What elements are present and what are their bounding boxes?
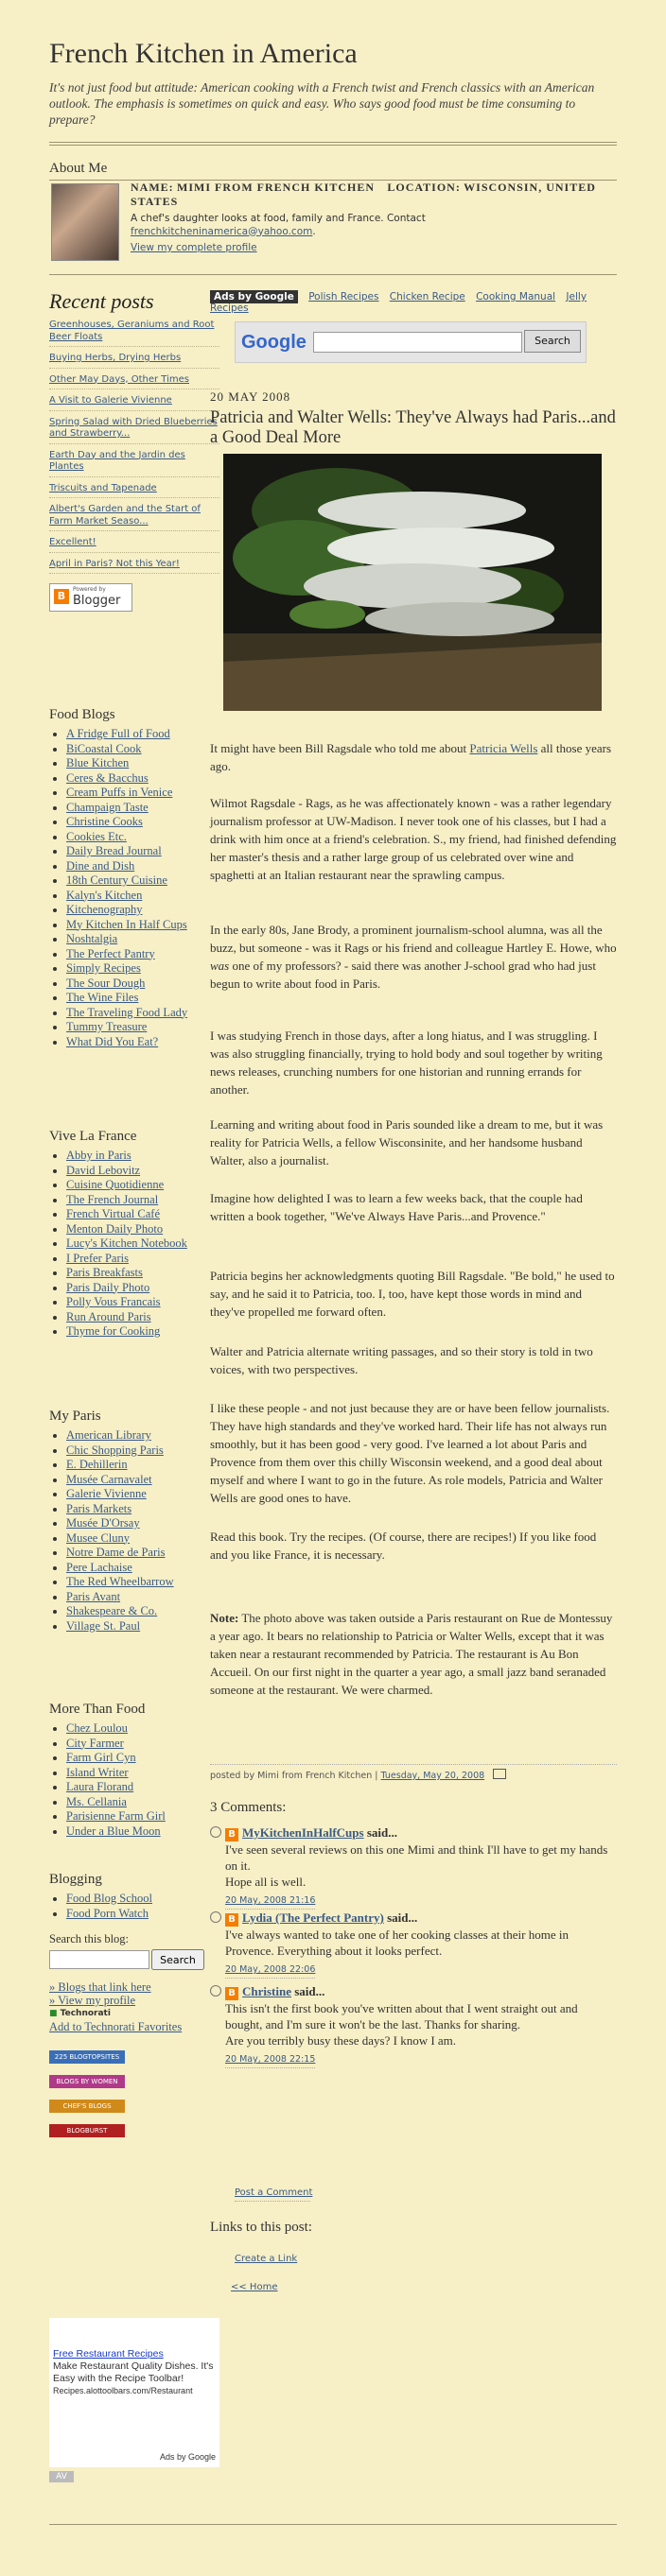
email-link[interactable]: frenchkitcheninamerica@yahoo.com: [131, 225, 313, 237]
food-blog-item-link[interactable]: The Traveling Food Lady: [66, 1005, 188, 1019]
google-logo: Google: [241, 332, 307, 353]
vive-la-france-item[interactable]: [66, 1193, 219, 1208]
my-paris-item[interactable]: [66, 1561, 219, 1576]
vive-la-france-item-link[interactable]: Lucy's Kitchen Notebook: [66, 1236, 187, 1250]
comment-said: said...: [363, 1825, 397, 1840]
comment-text: I've always wanted to take one of her cooking classes at their home in Provence. Everything about it looks perfect.: [225, 1928, 569, 1958]
post-paragraph: Learning and writing about food in Paris sounded like a dream to me, but it was reality for Patricia Wells, a fellow Wisconsinite, and her handsome husband Walter, also a journalist.: [210, 1117, 604, 1167]
more-than-food-item[interactable]: [66, 1721, 219, 1737]
vive-la-france-item[interactable]: [66, 1178, 219, 1193]
post-text: all those years ago.: [210, 741, 612, 773]
food-blog-item[interactable]: [66, 786, 219, 801]
vive-la-france-item-link[interactable]: Abby in Paris: [66, 1149, 131, 1162]
comment-author[interactable]: Christine: [242, 1984, 291, 1998]
vive-la-france-item[interactable]: [66, 1324, 219, 1340]
food-blog-item[interactable]: [66, 756, 219, 771]
more-than-food-title: More Than Food: [49, 1702, 146, 1717]
food-blog-item-link[interactable]: Cookies Etc.: [66, 829, 127, 843]
vive-la-france-item-link[interactable]: Polly Vous Francais: [66, 1295, 161, 1308]
location-label: LOCATION:: [387, 181, 461, 194]
food-blog-item-link[interactable]: The Wine Files: [66, 991, 139, 1004]
footer-divider: [49, 2524, 617, 2525]
food-blog-item[interactable]: [66, 844, 219, 859]
my-paris-item-link[interactable]: Paris Avant: [66, 1589, 121, 1603]
my-paris-item[interactable]: [66, 1458, 219, 1473]
post-paragraph: I was studying French in those days, after a long hiatus, and I was struggling. I was also struggling financially, trying to hold body and soul together by writing news releases, crunching numbers for one historian and running errands for another.: [210, 1029, 603, 1097]
vive-la-france-title: Vive La France: [49, 1129, 137, 1144]
google-search-box: [235, 321, 587, 363]
recent-posts-list: [49, 320, 219, 574]
vive-la-france-item-link[interactable]: Paris Breakfasts: [66, 1266, 143, 1279]
blogtopsites-badge[interactable]: 225 BLOGTOPSITES: [49, 2050, 125, 2064]
post-text: one of my professors? - said there was another J-school grad who had just begun to write about food in Paris.: [210, 959, 596, 991]
recent-post-item[interactable]: [49, 504, 219, 531]
recent-post-link[interactable]: Other May Days, Other Times: [49, 373, 189, 385]
my-paris-item[interactable]: [66, 1428, 219, 1444]
more-than-food-item[interactable]: [66, 1795, 219, 1810]
chefs-blogs-badge[interactable]: CHEF'S BLOGS: [49, 2100, 125, 2113]
create-link[interactable]: Create a Link: [235, 2254, 298, 2264]
food-blog-item[interactable]: [66, 932, 219, 947]
my-paris-item[interactable]: [66, 1531, 219, 1547]
post-photo[interactable]: [223, 454, 602, 711]
my-paris-item[interactable]: [66, 1516, 219, 1531]
recent-post-link[interactable]: April in Paris? Not this Year!: [49, 558, 180, 569]
blogger-icon: B: [54, 589, 69, 604]
comment-said: said...: [383, 1910, 418, 1925]
vive-la-france-item-link[interactable]: Thyme for Cooking: [66, 1324, 161, 1338]
more-than-food-item-link[interactable]: City Farmer: [66, 1736, 124, 1750]
comment-said: said...: [291, 1984, 325, 1998]
comment-timestamp[interactable]: 20 May, 2008 22:06: [225, 1962, 315, 1979]
post-text-emphasis: was: [210, 959, 230, 973]
adlink-chicken-recipe[interactable]: Chicken Recipe: [389, 291, 465, 303]
add-technorati-link[interactable]: Add to Technorati Favorites: [49, 2020, 183, 2033]
food-blog-item[interactable]: [66, 815, 219, 830]
recent-post-link[interactable]: Greenhouses, Geraniums and Root Beer Floats: [49, 320, 215, 342]
more-than-food-item[interactable]: [66, 1737, 219, 1752]
blogging-title: Blogging: [49, 1872, 102, 1887]
more-than-food-item[interactable]: [66, 1824, 219, 1840]
vive-la-france-item-link[interactable]: I Prefer Paris: [66, 1251, 129, 1265]
post-paragraph: Wilmot Ragsdale - Rags, as he was affectionately known - was a rather legendary journalism professor at UW-Madison. I never took one of his classes, but I had a drink with him once at a friend's celebration. S., my friend, had finished defending her master's thesis and a rather large group of us celebrated over wine and spaghetti at an Italian restaurant near the sprawling campus.: [210, 796, 617, 882]
view-profile-link[interactable]: View my complete profile: [131, 242, 257, 253]
header-divider: [49, 142, 617, 143]
more-than-food-item[interactable]: [66, 1751, 219, 1766]
ads-by-google-label[interactable]: Ads by Google: [159, 2452, 216, 2462]
post-paragraph: [210, 739, 617, 775]
food-blog-item[interactable]: [66, 918, 219, 933]
recent-post-item[interactable]: [49, 483, 219, 499]
my-paris-item-link[interactable]: Shakespeare & Co.: [66, 1604, 158, 1617]
post-timestamp-link[interactable]: Tuesday, May 20, 2008: [380, 1771, 485, 1781]
food-blog-item-link[interactable]: My Kitchen In Half Cups: [66, 917, 187, 931]
search-blog-label: Search this blog:: [49, 1932, 130, 1945]
comment-text: Hope all is well.: [225, 1875, 307, 1889]
recent-post-item[interactable]: [49, 353, 219, 369]
post-title[interactable]: Patricia and Walter Wells: They've Always had Paris...and a Good Deal More: [210, 408, 616, 447]
comment-timestamp[interactable]: 20 May, 2008 21:16: [225, 1893, 315, 1910]
links-to-post-heading: Links to this post:: [210, 2220, 312, 2235]
blogging-list: [49, 1892, 219, 1921]
food-blog-item[interactable]: [66, 991, 219, 1006]
my-paris-item[interactable]: [66, 1575, 219, 1590]
home-link[interactable]: << Home: [231, 2282, 278, 2292]
food-blogs-section: [49, 707, 219, 1049]
vive-la-france-list: [49, 1149, 219, 1340]
my-paris-item-link[interactable]: Notre Dame de Paris: [66, 1546, 166, 1559]
food-blog-item-link[interactable]: What Did You Eat?: [66, 1034, 159, 1048]
my-paris-item[interactable]: [66, 1546, 219, 1561]
blogging-item-link[interactable]: Food Porn Watch: [66, 1906, 149, 1920]
food-blog-item-link[interactable]: The Perfect Pantry: [66, 946, 155, 960]
food-blog-item-link[interactable]: BiCoastal Cook: [66, 741, 142, 755]
blog-title[interactable]: French Kitchen in America: [49, 38, 358, 69]
my-paris-section: [49, 1409, 219, 1634]
about-me-title: About Me: [49, 161, 108, 176]
recent-post-link[interactable]: A Visit to Galerie Vivienne: [49, 395, 172, 406]
email-suffix: .: [312, 225, 316, 237]
post-date: 20 MAY 2008: [210, 389, 291, 404]
ads-by-google-tag[interactable]: Ads by Google: [210, 290, 298, 303]
post-note: [210, 1609, 617, 1699]
vive-la-france-item-link[interactable]: Cuisine Quotidienne: [66, 1178, 165, 1191]
recent-post-link[interactable]: Excellent!: [49, 537, 96, 547]
food-blog-item[interactable]: [66, 859, 219, 874]
vive-la-france-item[interactable]: [66, 1281, 219, 1296]
recent-post-item[interactable]: [49, 395, 219, 411]
my-paris-item-link[interactable]: Chic Shopping Paris: [66, 1443, 164, 1457]
food-blog-item-link[interactable]: Simply Recipes: [66, 961, 141, 975]
food-blog-item[interactable]: [66, 873, 219, 889]
comment-author[interactable]: MyKitchenInHalfCups: [242, 1825, 364, 1840]
google-search-input[interactable]: [313, 332, 522, 353]
my-paris-item[interactable]: [66, 1487, 219, 1502]
posted-by: posted by Mimi from French Kitchen |: [210, 1771, 381, 1781]
technorati-icon: ■: [49, 2009, 58, 2018]
blogger-badge-line1: Powered by: [73, 586, 106, 593]
comment-bullet-icon: [210, 1911, 221, 1923]
recent-post-link[interactable]: Albert's Garden and the Start of Farm Market Seaso...: [49, 504, 201, 527]
food-blog-item[interactable]: [66, 771, 219, 787]
more-than-food-item[interactable]: [66, 1780, 219, 1795]
blog-header: [49, 38, 617, 128]
vive-la-france-item[interactable]: [66, 1310, 219, 1325]
more-than-food-item-link[interactable]: Laura Florand: [66, 1780, 134, 1793]
technorati-label: Technorati: [60, 2009, 111, 2018]
view-my-profile-link[interactable]: » View my profile: [49, 1994, 136, 2007]
comments-heading: 3 Comments:: [210, 1800, 287, 1815]
blogger-profile-icon: B: [225, 1828, 238, 1841]
adlinks-bar: [210, 291, 626, 314]
comment-item: [210, 1824, 617, 1910]
more-than-food-item-link[interactable]: Farm Girl Cyn: [66, 1751, 136, 1764]
food-blog-item[interactable]: [66, 1035, 219, 1050]
note-text: The photo above was taken outside a Paris restaurant on Rue de Montessuy a year ago. It bears no relationship to Patricia or Walter Wells, except that it was taken near a restaurant recommended by Patricia. The restaurant is Au Bon Accueil. On our first night in the quarter a year ago, a small jazz band seranaded someone at the restaurant. We were charmed.: [210, 1611, 613, 1697]
note-label: Note:: [210, 1611, 239, 1625]
my-paris-list: [49, 1428, 219, 1634]
food-blog-item[interactable]: [66, 830, 219, 845]
post-paragraph: I like these people - and not just because they are or have been fellow journalists. They have high standards and they've worked hard. Their life has not always run smoothly, but it has been good - very good. I've learned a lot about Paris and Provence from them over this chilly Wisconsin weekend, and a good deal about myself and where I want to go in the future. As role models, Patricia and Walter Wells are good ones to have.: [210, 1401, 610, 1505]
search-blog-input[interactable]: [49, 1950, 149, 1969]
my-paris-item-link[interactable]: Musée D'Orsay: [66, 1516, 140, 1530]
sidebar-ad-box: [49, 2318, 219, 2467]
about-bottom-divider: [49, 274, 617, 275]
blogging-item[interactable]: [66, 1892, 219, 1907]
food-blog-item[interactable]: [66, 961, 219, 977]
food-blog-item[interactable]: [66, 727, 219, 742]
blogger-profile-icon: B: [225, 1987, 238, 2000]
post-text: In the early 80s, Jane Brody, a prominent journalism-school alumna, was all the buzz, but someone - was it Rags or his friend and colleague Hartley E. Howe, who: [210, 923, 617, 955]
vive-la-france-item[interactable]: [66, 1149, 219, 1164]
post-paragraph: Walter and Patricia alternate writing passages, and so their story is told in two voices, with two perspectives.: [210, 1344, 593, 1376]
comment-timestamp[interactable]: 20 May, 2008 22:15: [225, 2051, 315, 2068]
food-blog-item-link[interactable]: The Sour Dough: [66, 976, 146, 990]
vive-la-france-item[interactable]: [66, 1222, 219, 1237]
my-paris-item[interactable]: [66, 1590, 219, 1605]
food-blog-item-link[interactable]: 18th Century Cuisine: [66, 873, 167, 887]
food-blogs-list: [49, 727, 219, 1049]
more-than-food-section: [49, 1702, 219, 1839]
vive-la-france-item-link[interactable]: The French Journal: [66, 1192, 159, 1206]
post-paragraph: Read this book. Try the recipes. (Of course, there are recipes!) If you like food and you like France, it is necessary.: [210, 1530, 597, 1562]
blogs-link-here[interactable]: » Blogs that link here: [49, 1980, 151, 1994]
food-blog-item-link[interactable]: Kalyn's Kitchen: [66, 888, 143, 902]
more-than-food-list: [49, 1721, 219, 1839]
my-paris-item-link[interactable]: The Red Wheelbarrow: [66, 1575, 174, 1588]
ad-title-link[interactable]: Free Restaurant Recipes: [53, 2348, 164, 2360]
vive-la-france-item-link[interactable]: Paris Daily Photo: [66, 1280, 150, 1294]
patricia-wells-link[interactable]: Patricia Wells: [469, 741, 538, 755]
my-paris-item-link[interactable]: American Library: [66, 1428, 151, 1442]
food-blog-item-link[interactable]: Christine Cooks: [66, 815, 143, 828]
my-paris-item-link[interactable]: Musee Cluny: [66, 1530, 131, 1545]
food-blog-item[interactable]: [66, 1006, 219, 1021]
post-footer: [210, 1764, 617, 1781]
food-blog-item-link[interactable]: Blue Kitchen: [66, 756, 130, 769]
more-than-food-item-link[interactable]: Ms. Cellania: [66, 1794, 127, 1808]
recent-post-link[interactable]: Buying Herbs, Drying Herbs: [49, 353, 182, 363]
adlink-polish-recipes[interactable]: Polish Recipes: [308, 291, 379, 303]
vive-la-france-item[interactable]: [66, 1236, 219, 1252]
search-blog-button[interactable]: Search: [151, 1949, 204, 1970]
food-blogs-title: Food Blogs: [49, 707, 115, 722]
more-than-food-item-link[interactable]: Island Writer: [66, 1765, 129, 1779]
food-blog-item[interactable]: [66, 742, 219, 757]
google-search-button[interactable]: Search: [524, 330, 581, 353]
vive-la-france-item-link[interactable]: Run Around Paris: [66, 1309, 151, 1323]
ad-text: Make Restaurant Quality Dishes. It's Easy with the Recipe Toolbar!: [53, 2360, 214, 2384]
food-blog-item-link[interactable]: Cream Puffs in Venice: [66, 786, 173, 799]
adlink-jelly-recipes[interactable]: Jelly Recipes: [210, 291, 587, 314]
more-than-food-item[interactable]: [66, 1809, 219, 1824]
location-value: WISCONSIN, UNITED STATES: [131, 181, 596, 208]
about-me-text: [131, 182, 622, 255]
comment-bullet-icon: [210, 1826, 221, 1838]
my-paris-item[interactable]: [66, 1502, 219, 1517]
recent-posts-title: Recent posts: [49, 289, 154, 313]
blog-description: It's not just food but attitude: American cooking with a French twist and French classics with an American outlook. The emphasis is sometimes on quick and easy. Who says good food must be time consuming to prepare?: [49, 80, 595, 127]
blogging-section: [49, 1872, 219, 1921]
blogs-by-women-badge[interactable]: BLOGS BY WOMEN: [49, 2075, 125, 2088]
recent-post-item[interactable]: [49, 320, 219, 347]
my-paris-item[interactable]: [66, 1604, 219, 1619]
vive-la-france-item[interactable]: [66, 1164, 219, 1179]
my-paris-item-link[interactable]: Musée Carnavalet: [66, 1472, 152, 1486]
recent-post-item[interactable]: [49, 537, 219, 553]
recent-posts-section: [49, 289, 219, 612]
recent-post-link[interactable]: Spring Salad with Dried Blueberries and Strawberry...: [49, 416, 218, 439]
adlink-cooking-manual[interactable]: Cooking Manual: [476, 291, 556, 303]
recent-post-item[interactable]: [49, 450, 219, 477]
food-blog-item-link[interactable]: Tummy Treasure: [66, 1020, 148, 1033]
food-blog-item[interactable]: [66, 801, 219, 816]
comment-item: [210, 1983, 617, 2068]
my-paris-item[interactable]: [66, 1473, 219, 1488]
comment-text: This isn't the first book you've written about that I went straight out and bought, and I'm sure it won't be the last. Thanks for sharing.: [225, 2001, 578, 2031]
blogger-profile-icon: B: [225, 1913, 238, 1927]
food-blog-item-link[interactable]: Dine and Dish: [66, 858, 135, 873]
comment-text: Are you terribly busy these days? I know I am.: [225, 2033, 457, 2048]
my-paris-item-link[interactable]: Galerie Vivienne: [66, 1487, 147, 1500]
vive-la-france-item-link[interactable]: French Virtual Café: [66, 1207, 160, 1220]
my-paris-item-link[interactable]: Village St. Paul: [66, 1618, 141, 1633]
recent-post-link[interactable]: Earth Day and the Jardin des Plantes: [49, 449, 185, 472]
vive-la-france-item[interactable]: [66, 1252, 219, 1267]
more-than-food-item-link[interactable]: Chez Loulou: [66, 1721, 128, 1735]
food-blog-item-link[interactable]: Champaign Taste: [66, 800, 149, 814]
ad-url[interactable]: Recipes.alottoolbars.com/Restaurant: [53, 2386, 193, 2395]
blogging-item-link[interactable]: Food Blog School: [66, 1892, 152, 1905]
comment-bullet-icon: [210, 1985, 221, 1997]
vive-la-france-section: [49, 1129, 219, 1340]
more-than-food-item-link[interactable]: Under a Blue Moon: [66, 1824, 161, 1838]
post-paragraph: Patricia begins her acknowledgments quoting Bill Ragsdale. "Be bold," he used to say, and he said it to Patricia, too. I, too, have kept those words in mind and they've propelled me forward often.: [210, 1269, 615, 1319]
recent-post-link[interactable]: Triscuits and Tapenade: [49, 482, 157, 493]
food-blog-item[interactable]: [66, 1020, 219, 1035]
recent-post-item[interactable]: [49, 559, 219, 575]
food-blog-item[interactable]: [66, 947, 219, 962]
avatar[interactable]: [51, 183, 119, 261]
food-blog-item[interactable]: [66, 977, 219, 992]
my-paris-item-link[interactable]: Pere Lachaise: [66, 1560, 132, 1574]
comment-item: [210, 1910, 617, 1979]
recent-post-item[interactable]: [49, 417, 219, 444]
comment-text: I've seen several reviews on this one Mimi and think I'll have to get my hands on it.: [225, 1842, 608, 1873]
vive-la-france-item[interactable]: [66, 1266, 219, 1281]
vive-la-france-item-link[interactable]: David Lebovitz: [66, 1163, 141, 1177]
food-blog-item-link[interactable]: Daily Bread Journal: [66, 844, 162, 857]
food-blog-item-link[interactable]: Kitchenography: [66, 903, 143, 916]
technorati-logo[interactable]: [49, 2007, 219, 2020]
recent-post-item[interactable]: [49, 374, 219, 390]
my-paris-item-link[interactable]: Paris Markets: [66, 1501, 132, 1515]
my-paris-item-link[interactable]: E. Dehillerin: [66, 1458, 128, 1471]
more-than-food-item-link[interactable]: Parisienne Farm Girl: [66, 1809, 166, 1823]
email-post-icon[interactable]: [493, 1769, 506, 1779]
food-blog-item-link[interactable]: Noshtalgia: [66, 932, 118, 945]
post-comment-link[interactable]: Post a Comment: [235, 2187, 313, 2198]
vive-la-france-item[interactable]: [66, 1295, 219, 1310]
name-label: NAME:: [131, 181, 174, 194]
search-blog-section: [49, 1932, 219, 2143]
my-paris-item[interactable]: [66, 1444, 219, 1459]
bio-text: A chef's daughter looks at food, family and France. Contact: [131, 213, 426, 224]
about-me-section: [49, 161, 617, 253]
food-blog-item-link[interactable]: Ceres & Bacchus: [66, 770, 149, 785]
vive-la-france-item-link[interactable]: Menton Daily Photo: [66, 1221, 164, 1236]
more-than-food-item[interactable]: [66, 1766, 219, 1781]
vive-la-france-item[interactable]: [66, 1207, 219, 1222]
blogging-item[interactable]: [66, 1907, 219, 1922]
blogburst-badge[interactable]: BLOGBURST: [49, 2124, 125, 2137]
name-value: MIMI FROM FRENCH KITCHEN: [177, 181, 376, 194]
my-paris-item[interactable]: [66, 1619, 219, 1634]
comment-author[interactable]: Lydia (The Perfect Pantry): [242, 1910, 384, 1925]
header-divider-2: [49, 145, 617, 146]
blogger-badge[interactable]: [49, 583, 132, 612]
blogger-badge-line2: Blogger: [73, 594, 121, 608]
post-paragraph: [210, 921, 617, 993]
post-text: It might have been Bill Ragsdale who told me about: [210, 741, 470, 755]
post-paragraph: Imagine how delighted I was to learn a few weeks back, that the couple had written a book together, "We've Always Have Paris...and Provence.": [210, 1191, 583, 1223]
food-blog-item[interactable]: [66, 903, 219, 918]
food-blog-item[interactable]: [66, 889, 219, 904]
food-blog-item-link[interactable]: A Fridge Full of Food: [66, 727, 170, 740]
post-comment-divider: [235, 2201, 310, 2203]
my-paris-title: My Paris: [49, 1409, 101, 1424]
ad-nav-arrows[interactable]: AV: [49, 2471, 74, 2482]
radishes-photo-art: [223, 454, 602, 711]
